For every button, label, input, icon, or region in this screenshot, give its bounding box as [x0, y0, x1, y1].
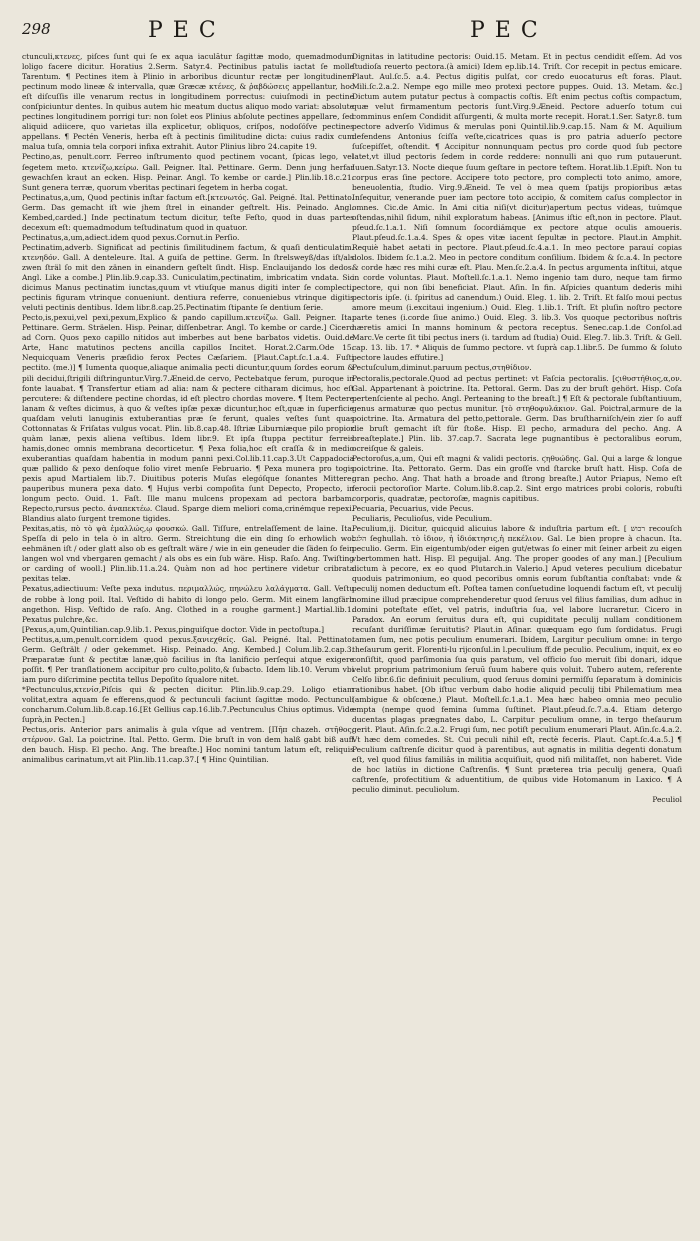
- entry-pectunculus: *Pectunculus,κτενίσ,Piſcis qui & pecten dicitur. Plin.lib.9.cap.29. Loligo etiam volitat,extra aquam ſe efferens,quod & pectunculi faciunt ſagittæ modo. Pectunculi concharum.Colum.lib.8.cap.16.[Et Gellius cap.16.lib.7.Pectunculus Chius optimus. Vide ſuprà,in Pecten.]: [22, 684, 354, 725]
- entry-pexitas: Pexitas,atis, πὸ τὸ ψὰ ἐμαλλώς,ῳ φουσκώ. Gall. Tiſſure, entrelaſſement de laine. Ita. Speſſa di pelo in tela ò in altro. Germ. Streichtung die ein ding ſo erhowlich wol eehmänen iſt / oder glatt also ob es geſtralt wäre / wie in ein geneuder die ſäden ſo fein langen wol vnd vbergaren gemacht / als obs es ein ſub wäre. Hisp. Raſo. Ang. Twiſting or carding of wooll.] Plin.lib.11.a.24. Quàm non ad hoc pertinere videtur cribrata pexitas telæ.: [22, 524, 354, 584]
- entry-pectinatim: Pectinatim,adverb. Significat ad pectinis ſimilitudinem factum, & quaſi denticulatim. κτενηδόν. Gall. A denteleure. Ital. A guiſa de pettine. Germ. In ſtrelsweyß/das iſt/als zwen ſträl ſo mit den zänen in einandern geſtelt ſindt. Hisp. Enclauijando los dedos. Angl. Like a combe.] Plin.lib.9.cap.33. Cuniculatim,pectinatim, imbricatim vndata. Sic dicimus Manus pectinatim iunctas,quum vt vtiuſque manus digiti inter ſe complecti, pectinis figuram vtrinque conueniunt. dentiura referre, conueniebus vtrinque digitis veluti pectinis dentibus. Idem libr.8.cap.25.Pectinatim ſtipante ſe dentium ſerie.: [22, 242, 354, 313]
- entry-pectunculi-continued: ctunculi,κτενες, piſces ſunt qui ſe ex aqua iaculātur ſagittæ modo, quemadmodum loligo facere dicitur. Horatius 2.Serm. Satyr.4. Pectinibus patulis iactat ſe molle Tarentum. ¶ Pectines item à Plinio in arboribus dicuntur rectæ per longitudinem pectinum modo lineæ & intervalla, quæ Græcæ κτένες, & ῥαβδώσεις appellantur, hoc eſt diſcuſſis ille venarum rectus in longitudinem porrectus: cuiuſmodi in pectine conſpiciuntur dentes. In quibus autem hic meatum ductus aliquo modo variat: absolute pectines longitudinem porrigi tur: non ſolet eos Plinius abſolute pectines appellare, ſed aliquid adiicere, quo varietas illa explicetur, obliquos, criſpos, nodoſóſve pectines appellans. ¶ Pectén Veneris, herba eſt à pectinis ſimilitudine dicta: cuius radix cum malua tuſa, omnia tela corpori infixa extrahit. Autor Plinius libro 24.capite 19.: [22, 52, 354, 152]
- entry-pexatus: Pexatus,adiectiuum: Veſte pexa indutus. περιμαλλώς, πηνώλευ λαλάγματα. Gall. Veſtu de robbe à long poil. Ital. Veſtido di habito di longo pelo. Germ. Mit einem langfärb angethon. Hisp. Veſtido de raſo. Ang. Clothed in a roughe garment.] Martial.lib.1. Pexatus pulchre,&c.: [22, 584, 354, 624]
- entry-pectitus: Pectitus,a,um,penult.corr.idem quod pexus.ξανιεχθείς. Gal. Peigné. Ital. Pettinato. Germ. Geſtrält / oder gekemmet. Hisp. Peinado. Ang. Kembed.] Colum.lib.2.cap.3. Præparatæ ſunt & pectitæ lanæ,quò facilius in ſta lanificio perſequi atque exigere poſſit. ¶ Per tranſlationem accipitur pro culto,polito,& ſubacto. Idem lib.10. Verum vbi iam puro diſcrimine pectita tellus Depoſito ſqualore nitet.: [22, 634, 354, 684]
- entry-pectino: Pectino,as, penult.corr. Ferreo inſtrumento quod pectinem vocant, ſpicas lego, vel ſegetem meto. κτενίζω,κείρω. Gall. Peigner. Ital. Pettinare. Germ. Denn jung herfar gewachſen kraut an ecken. Hisp. Peinar. Angl. To kembe or carde.] Plin.lib.18.c.21. Sunt genera terræ, quorum vberitas pectinari ſegetem in herba cogat.: [22, 152, 354, 192]
- entry-pectinatus: Pectinatus,a,um, Quod pectinis inſtar factum eſt.[κτενωτός. Gal. Peigné. Ital. Pettinato. Germ. Das gemacht iſt wie jhem ſtrel in einander geſtrelt. His. Peinado. Angl. Kembed,carded.] Inde pectinatum tectum dicitur, teſte Feſto, quod in duas partes decexum eſt: quemadmodum teſtudinatum quod in quatuor.: [22, 192, 354, 232]
- catchword: Peculiol: [652, 795, 682, 805]
- entry-pexus: [Pexus,a,um,Quintilian.cap.9.lib.1. Pexus,pinguiſque doctor. Vide in pectoſtupa.]: [22, 624, 325, 634]
- left-column: [22, 52, 354, 1232]
- entry-peculium: Peculium,ij. Dicitur, quicquid alicuius labore & induſtria partum eſt. [ רכוש recouſch הלגס ſeghullah. τὸ ἰδιον, ἡ ἰδιόκτησις,ἡ πεκέλιον. Gal. Le bien propre à chacun. Ita. peculio. Germ. Ein eigentumb/oder eigen gut/etwas ſo einer mit ſeiner arbeit zu eigen vbertommen hatt. Hisp. El peguijal. Ang. The proper goodes of any man.] [Peculium dictum à pecore, ex eo quod Plutarch.in Valerio.] Apud veteres peculium dicebatur quoduis patrimonium, eo quod pecoribus omnis eorum ſubſtantia conſtabat: vnde & peculij nomen deductum eſt. Poſtea tamen conſuetudine loquendi factum eſt, vt peculij nomine illud præcipue comprehenderetur quod ſeruus vel filius familias, dum adhuc in domini poteſtate eſſet, vel patris, induſtria ſua, vel labore lucraretur. Cicero in Paradox. An eorum ſeruitus dura eſt, qui cupiditate peculij nullam conditionem recuſant duriſſimæ ſeruitutis? Plaut.in Aſinar. quæquam ego ſum ſordidatus. Frugi tamen ſum, nec potis peculium enumerari. Ibidem, Largitur peculium omne: in tergo theſaurum gerit. Florenti-lu rijconſul.in l.peculium ff.de peculio. Peculium, inquit, ex eo conſiſtit, quod parſimonia ſua quis paratum, vel officio ſuo meruit ſibi donari, idque velut proprium patrimonium ſeruū ſuum habere quis voluit. Tubero autem, referente Celſo libr.6.ſic definiuit peculium, quod ſeruus domini permiſſu ſeparatum à dominicis rationibus habet. [Ob iſtuc verbum dabo hodie aliquid peculij tibi Philematium mea (ambigue & obſcœne.) Plaut. Moſtell.ſc.1.a.1. Mea hæc habeo omnia meo peculio empta (nempe quod femina ſumma ſuſtinet. Plaut.pſeud.ſc.7.a.4. Etiam detergo ducentas plagas prægnates dabo, L. Carpitur peculium omne, in tergo theſaurum gerit. Plaut. Aſin.ſc.2.a.2. Frugi ſum, nec potiſt peculium enumerari Plaut. Aſin.ſc.4.a.2. Vt hæc dem comedes. St. Cui peculi nihil eſt, rectè feceris. Plaut. Capt.ſc.4.a.5.] ¶ Peculium caſtrenſe dicitur quod à parentibus, aut agnatis in militia degenti donatum eſt, vel quod filius familiâs in militia acquiſiuit, quod niſi militaſſet, non haberet. Vide de hoc latiùs in dictione Caſtrenſis. ¶ Sunt præterea tria peculij genera, Quaſi caſtrenſe, profectitium & aduentitium, de quibus vide Hotomanum in Laxico. ¶ A peculio diminut. peculiolum.: [352, 524, 682, 795]
- entry-pectinatus-adiect: Pectinatus,a,um,adiect.idem quod pexus.Cornut.in Perſio.: [22, 232, 240, 242]
- page-number: 298: [22, 20, 51, 38]
- entry-peculiaris: Peculiaris, Peculioſus, vide Peculium.: [352, 514, 493, 524]
- entry-pecto: Pecto,is,pexui,vel pexi,pexum,Explico & pando capillum.κτενίζω. Gall. Peigner. Ita. Pettinare. Germ. Sträelen. Hisp. Peinar, diſſenbetrar. Angl. To kembe or carde.] Cicero ad Corn. Quos pexo capillo nitidos aut imberbes aut bene barbatos videtis. Ouid.de Arte, Hanc matutinos pectens ancilla capillos Incitet. Horat.2.Carm.Ode 15. Nequicquam Veneris præſidio ferox Pectes Cæſariem. [Plaut.Capt.ſc.1.a.4. Fuſti pectito. (me.)] ¶ Iumenta quoque,aliaque animalia pecti dicuntur,quum ſordes eorum & pili decidui,ſtrigili diſtringuntur.Virg.7.Æneid.de cervo, Pectebatque ferum, puroque in fonte lauabat. ¶ Transfertur etiam ad alia: nam & pectere citharam dicimus, hoc eſt percutere: & diſtendere pectine chordas, id eſt plectro chordas movere. ¶ Item Pectere lanam & veſtes dicimus, à quo & veſtes ipſæ pexæ dicuntur,hoc eſt,quæ in ſuperficie quaſdam veluti lanuginis extuberantias præ ſe ferunt, quales veſtes ſunt quas Cottonnatas & Friſatas vulgus vocat. Plin. lib.8.cap.48. Iſtriæ Liburniæque pilo propior quàm lanæ, pexis aliena veſtibus. Idem libr.9. Et ipſa ſtuppa pectitur ferreis hamis,donec omnis membrana decorticetur. ¶ Pexa folia,hoc eſt craſſa & in medio exuberantias quaſdam habentia in modum panni pexi.Col.lib.11.cap.3.Ut Cappadocia quæ pallido & pexo denſoque folio viret menſe Februario. ¶ Pexa munera pro togis pexis apud Martialem lib.7. Diuitibus poteris Muſas elegóſque ſonantes Mittere: pauperibus munera pexa dato. ¶ Hujus verbi compoſita ſunt Depecto, Propecto, in longum pecto. Ouid. 1. Faſt. Ille manu mulcens propexam ad pectora barbam. Repecto,rursus pecto. ἀναπεκτέω. Claud. Sparge diem meliori coma,crinémque repexi. Blandius alato ſurgent tremone tigides.: [22, 313, 354, 524]
- entry-pectus: Pectus,oris. Anterior pars animalis à gula vſque ad ventrem. [Πῆπ chazeh. στῆθος, στέρνον. Gal. La poictrine. Ital. Petto. Germ. Die bruſt in von dem halß gabt biß auff den bauch. Hisp. El pecho. Ang. The breaſte.] Hoc nomini tantum latum eſt, reliquis animalibus carinatum,vt ait Plin.lib.11.cap.37.[ ¶ Hinc Quintilian.: [22, 725, 354, 765]
- running-head-right: PEC: [470, 18, 548, 43]
- entry-pectorosus: Pectoroſus,a,um, Qui eſt magni & validi pectoris. ϛηθυώδης. Gal. Qui a large & longue poictrine. Ita. Pettorato. Germ. Das ein groſſe vnd ſtarcke bruſt hatt. Hisp. Coſa de gran pecho. Ang. That hath a broade and ſtrong breaſte.] Autor Priapus, Nemo eſt ferocii pectoroſior Marte. Colum.lib.8.cap.2. Sint ergo matrices probi coloris, robuſti corporis, quadratæ, pectoroſæ, magnis capitibus.: [352, 453, 682, 504]
- right-column: [352, 52, 682, 1232]
- entry-pectus-continued: Dignitas in latitudine pectoris: Ouid.15. Metam. Et in pectus cendidit eſſem. Ad vos ſtudioſa reuerto pectora.(à amici) Idem ep.lib.14. Triſt. Cor recepit in pectus emicare. Plaut. Aul.ſc.5. a.4. Pectus digitis pulſat, cor credo euocaturus eſt foras. Plaut. Mili.ſc.2.a.2. Nempe ego mille meo protexi pectore puppes. Ouid. 13. Metam. &c.] Dictum autem putatur pectus à compactis coſtis. Eſt enim pectus coſtis compactum, quæ velut firmamentum pectoris ſunt.Virg.9.Æneid. Pectore aduerſo totum cui comminus enſem Condidit aſſurgenti, & multa morte recepit. Horat.1.Ser. Satyr.8. tum pectore adverſo Vidimus & merulas poni Quintil.lib.9.cap.15. Nam & M. Aquilium defendens Antonius ſciſſa veſte,cicatrices quas is pro patria aduerſo pectore ſuſcepiſſet, oſtendit. ¶ Accipitur nonnunquam pectus pro corde quod ſub pectore latet,vt illud pectoris ſedem in corde reddere: nonnulli ani quo rum putauerunt. Iuuen.Satyr.13. Nocte dieque ſuum geſtare in pectore teſtem. Horat.lib.1.Epiſt. Non tu corpus eras ſine pectore. Accipere toto pectore, pro complecti toto animo, amore, beneuolentia, ſtudio. Virg.9.Æneid. Te vel ò mea quem ſpatijs propioribus ætas Inſequitur, venerande puer iam pectore toto accipio, & comitem caſus complector in omnes. Cic.de Amic. In Ami citia niſi(vt dicitur)apertum pectus videas, tuúmque oſtendas,nihil ſidum, nihil exploratum habeas. [Animus iſtic eſt,non in pectore. Plaut. pſeud.ſc.1.a.1. Niſi ſomnum ſocordiámque ex pectore atque oculis amoueris. Plaut.pſeud.ſc.1.a.4. Spes & opes vitæ iacent ſepultæ in pectore. Plaut.in Amphit. Requiè habet aetati in pectore. Plaut.pſeud.ſc.4.a.1. In meo pectore parauí copias dolos. Ibidem ſc.1.a.2. Meo in pectore conditum conſilium. Ibidem & ſc.a.4. In pectore & corde hæc res mihi curæ eſt. Plau. Men.ſc.2.a.4. In pectus argumenta inſtitui, atque in corde voluntas. Plaut. Moſtell.ſc.1.a.1. Nemo ingenio tam duro, neque tam firmo pectore, qui non ſibi beneficiat. Plaut. Aſin. In fin. Aſpicies quantum dederis mihi pectoris ipſe. (i. ſpiritus ad canendum.) Ouid. Eleg. 1. lib. 2. Triſt. Et falſo moui pectus amore meum (i.excitaui ingenium.) Ouid. Eleg. 1.lib.1. Triſt. Et pluſin noſtro pectore parte tenes (i.corde ſiue animo.) Ouid. Eleg. 3. lib.3. Vos quoque pectoribus noſtris hæretis amici In manns hominum & pectora receptus. Senec.cap.1.de Conſol.ad Marc.Ve certe ſit tibi pectus iners (i. tardum ad ſtudia) Ouid. Eleg.7. lib.3. Triſt. & Gell. cap. 13. lib. 17. * Aliquis de ſummo pectore. vt ſuprà cap.1.libr.5. De ſummo & ſoluto pectore laudes effutire.]: [352, 52, 682, 363]
- entry-pecuaria: Pecuaria, Pecuarius, vide Pecus.: [352, 504, 474, 514]
- running-head-left: PEC: [148, 18, 226, 43]
- entry-pectoralis: Pectoralis,pectorale.Quod ad pectus pertinet: vt Faſcia pectoralis. [ϛιθυστήθιος,α,ον. Gal. Appartenant à poictrine. Ita. Pettoral. Germ. Das zu der bruſt gehört. Hisp. Coſa pertenſciente al pecho. Angl. Perteaning to the breaſt.] ¶ Eſt & pectorale ſubſtantiuum, genus armaturæ quo pectus munitur. [τὸ στηθοφυλάκιον. Gal. Poictral,armure de la poictrine. Ita. Armatura del petto,pettorale. Germ. Das bruſtharniſch/ein zier ſo auff die bruſt gemacht iſt für ſtoße. Hisp. El pecho, armadura del pecho. Ang. A breaſteplate.] Plin. lib. 37.cap.7. Sacrata lege pugnantibus è pectoralibus eorum, ocreiſque & galeis.: [352, 373, 682, 453]
- entry-pectusculum: Pectuſculum,diminut.paruum pectus,στηθίδιον.: [352, 363, 532, 373]
- page-header: [0, 18, 700, 52]
